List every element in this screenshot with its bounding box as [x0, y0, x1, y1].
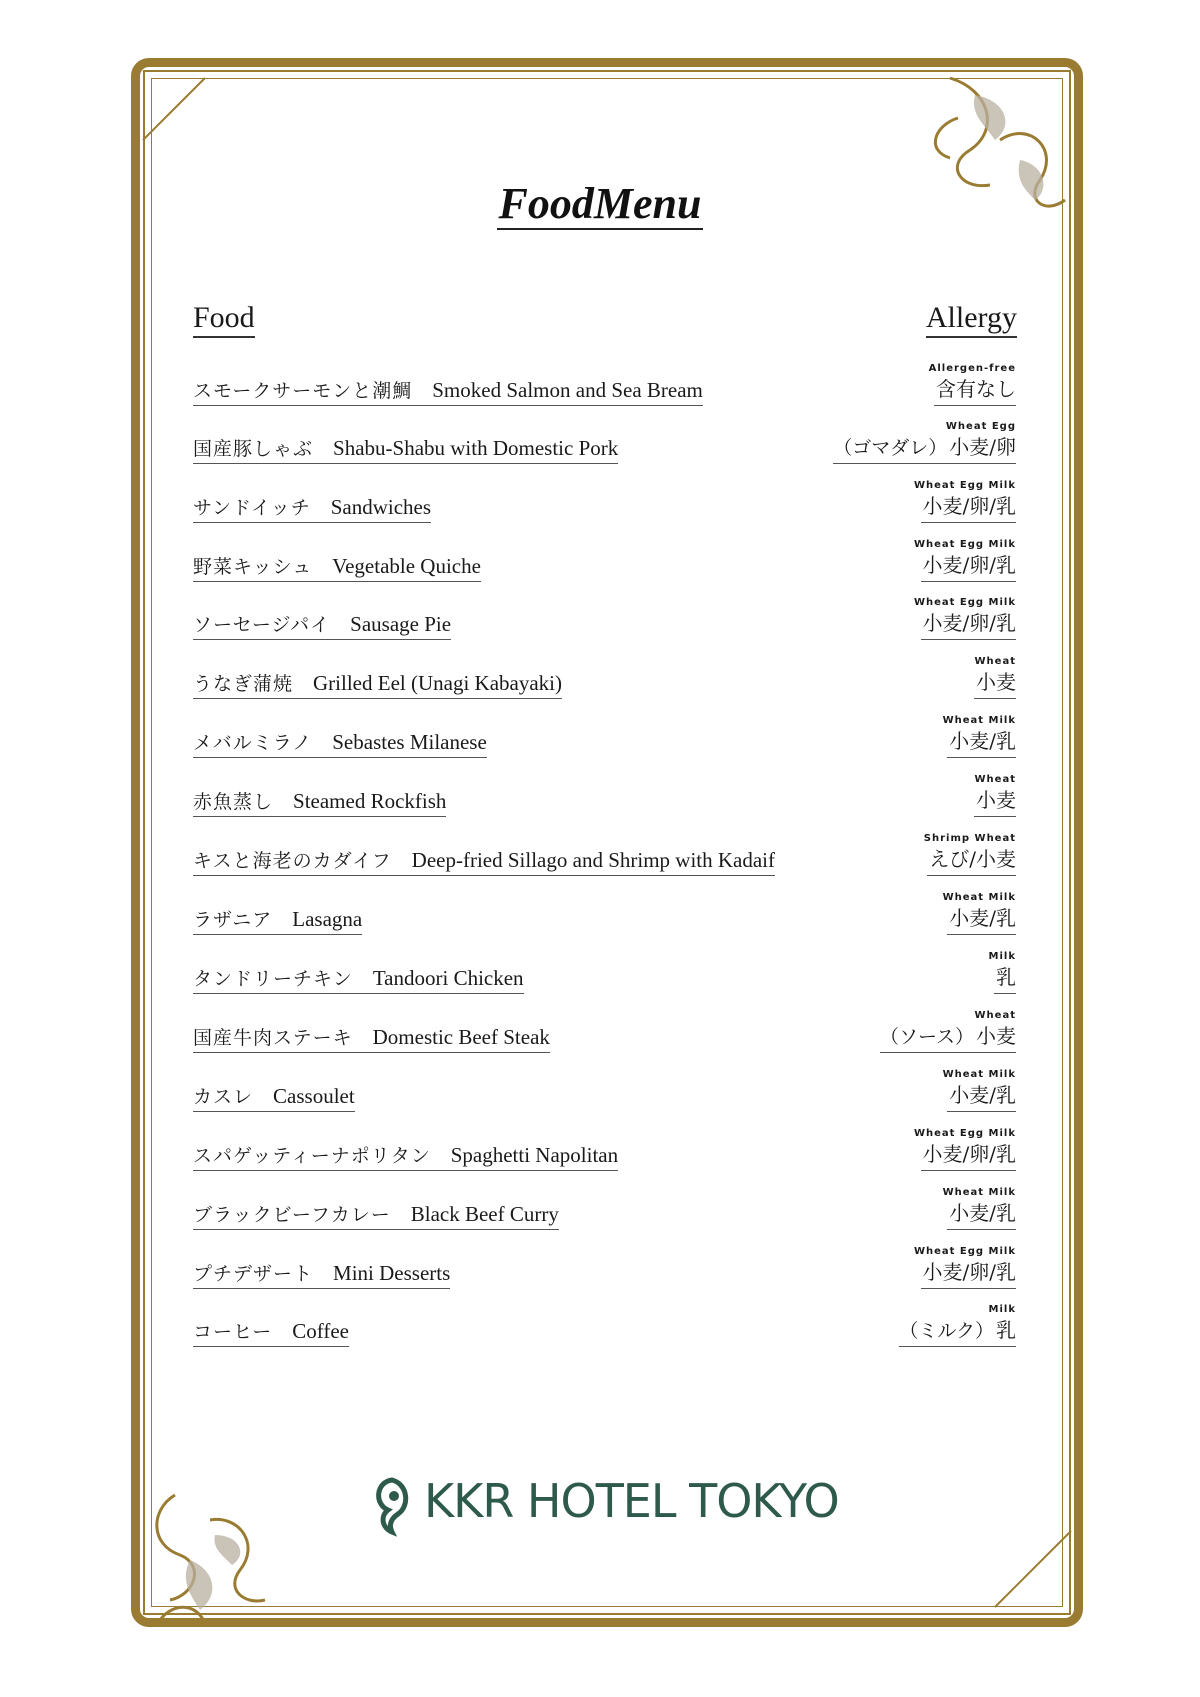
flourish-leaf-bottom-left-icon: [186, 1535, 240, 1610]
allergen-ja: 小麦/卵/乳: [922, 494, 1016, 518]
allergen-ja: 小麦/乳: [949, 1201, 1016, 1225]
dish-name-en: Sausage Pie: [350, 612, 452, 636]
allergen-info: [942, 715, 1016, 758]
allergen-en: Milk: [988, 951, 1016, 962]
page-title: FoodMenu: [498, 179, 702, 228]
dish-name-en: Grilled Eel (Unagi Kabayaki): [313, 671, 563, 695]
allergen-info: [928, 363, 1016, 406]
flourish-bottom-left-icon: [157, 1495, 265, 1625]
allergen-ja: 乳: [996, 965, 1016, 989]
allergen-info: [942, 1069, 1016, 1112]
allergen-en: Wheat Milk: [942, 892, 1016, 903]
dish-name-ja: 赤魚蒸し: [193, 791, 274, 813]
menu-item: [193, 1066, 1016, 1116]
dish-name-en: Smoked Salmon and Sea Bream: [432, 378, 703, 402]
menu-item: [193, 771, 1016, 821]
dish-name-en: Sebastes Milanese: [332, 730, 487, 754]
dish-name-ja: ブラックビーフカレー: [193, 1204, 391, 1226]
dish-name: [193, 1201, 559, 1230]
allergen-ja: 小麦: [976, 670, 1016, 694]
allergen-en: Milk: [988, 1304, 1016, 1315]
allergen-ja: 小麦: [976, 788, 1016, 812]
dish-name-ja: 国産豚しゃぶ: [193, 438, 314, 460]
allergen-ja: 小麦/卵/乳: [922, 1142, 1016, 1166]
menu-item: [193, 712, 1016, 762]
allergen-en: Wheat: [974, 1010, 1016, 1021]
allergen-ja: 小麦/乳: [949, 1083, 1016, 1107]
dish-name: [193, 906, 362, 935]
allergen-ja: 含有なし: [936, 377, 1016, 401]
allergen-note: （ゴマダレ）: [833, 437, 948, 459]
allergen-ja: 小麦/卵/乳: [922, 611, 1016, 635]
hotel-name: KKR HOTEL TOKYO: [424, 1474, 839, 1528]
menu-item: [193, 1243, 1016, 1293]
dish-name-ja: タンドリーチキン: [193, 968, 353, 990]
allergen-info: [974, 774, 1016, 817]
dish-name-ja: スモークサーモンと潮鯛: [193, 380, 413, 402]
dish-name: [193, 435, 618, 464]
dish-name-ja: 野菜キッシュ: [193, 556, 313, 578]
dish-name-en: Steamed Rockfish: [293, 789, 447, 813]
dish-name: [193, 377, 703, 406]
dish-name-ja: キスと海老のカダイフ: [193, 850, 392, 872]
dish-name-en: Mini Desserts: [333, 1261, 451, 1285]
dish-name-en: Vegetable Quiche: [332, 554, 481, 578]
allergen-info: [942, 892, 1016, 935]
dish-name: [193, 553, 481, 582]
dish-name-ja: うなぎ蒲焼: [193, 673, 294, 695]
allergen-info: [899, 1304, 1016, 1347]
allergen-en: Wheat Egg Milk: [913, 539, 1016, 550]
menu-item: [193, 594, 1016, 644]
dish-name-ja: サンドイッチ: [193, 497, 311, 519]
allergen-ja: 乳: [996, 1318, 1016, 1342]
menu-item: [193, 948, 1016, 998]
allergen-info: [923, 833, 1016, 876]
allergen-ja: えび/小麦: [929, 847, 1016, 871]
dish-name: [193, 847, 775, 876]
dish-name: [193, 494, 431, 523]
allergen-info: [913, 480, 1016, 523]
allergen-info: [913, 1128, 1016, 1171]
dish-name: [193, 729, 487, 758]
allergen-info: [833, 421, 1016, 464]
dish-name-en: Coffee: [292, 1319, 350, 1343]
allergen-en: Shrimp Wheat: [923, 833, 1016, 844]
dish-name: [193, 1024, 550, 1053]
dish-name-ja: 国産牛肉ステーキ: [193, 1027, 353, 1049]
corner-line-top-left: [143, 78, 205, 140]
food-column-header: Food: [193, 300, 255, 338]
dish-name-en: Shabu-Shabu with Domestic Pork: [333, 436, 619, 460]
allergen-info: [913, 597, 1016, 640]
allergen-ja: 小麦: [976, 1024, 1016, 1048]
menu-item: [193, 360, 1016, 410]
hotel-leaf-logo-icon: [368, 1470, 416, 1540]
dish-name: [193, 611, 451, 640]
allergen-ja: 小麦/卵/乳: [922, 553, 1016, 577]
allergen-ja: 小麦/卵/乳: [922, 1260, 1016, 1284]
dish-name-ja: プチデザート: [193, 1263, 314, 1285]
hotel-logo: [368, 1470, 848, 1540]
dish-name: [193, 965, 524, 994]
menu-item: [193, 830, 1016, 880]
dish-name-en: Deep-fried Sillago and Shrimp with Kadaif: [411, 848, 775, 872]
dish-name: [193, 788, 446, 817]
menu-item: [193, 1301, 1016, 1351]
allergen-en: Wheat: [974, 774, 1016, 785]
allergen-en: Wheat Egg Milk: [913, 597, 1016, 608]
dish-name: [193, 1083, 355, 1112]
menu-item: [193, 889, 1016, 939]
dish-name-ja: カスレ: [193, 1086, 254, 1108]
menu-item: [193, 536, 1016, 586]
allergen-en: Wheat Egg Milk: [913, 1128, 1016, 1139]
allergen-en: Wheat Milk: [942, 1187, 1016, 1198]
dish-name-ja: スパゲッティーナポリタン: [193, 1145, 431, 1167]
dish-name-ja: ソーセージパイ: [193, 614, 331, 636]
allergen-en: Wheat Milk: [942, 1069, 1016, 1080]
dish-name-ja: メバルミラノ: [193, 732, 313, 754]
allergen-en: Wheat Milk: [942, 715, 1016, 726]
menu-item: [193, 477, 1016, 527]
dish-name-en: Domestic Beef Steak: [372, 1025, 550, 1049]
allergen-ja: 小麦/乳: [949, 906, 1016, 930]
menu-item: [193, 1184, 1016, 1234]
allergen-en: Wheat Egg: [945, 421, 1016, 432]
dish-name: [193, 1142, 618, 1171]
dish-name: [193, 1318, 349, 1347]
dish-name-ja: ラザニア: [193, 909, 273, 931]
allergen-note: （ソース）: [879, 1026, 974, 1048]
allergen-ja: 小麦/乳: [949, 729, 1016, 753]
allergen-info: [988, 951, 1016, 994]
dish-name-en: Black Beef Curry: [410, 1202, 559, 1226]
allergen-en: Wheat: [974, 656, 1016, 667]
allergen-info: [913, 539, 1016, 582]
allergen-info: [974, 656, 1016, 699]
allergen-en: Allergen-free: [928, 363, 1016, 374]
allergen-en: Wheat Egg Milk: [913, 1246, 1016, 1257]
menu-item: [193, 418, 1016, 468]
allergen-ja: 小麦/卵: [949, 435, 1016, 459]
allergen-info: [913, 1246, 1016, 1289]
dish-name: [193, 670, 562, 699]
dish-name-en: Cassoulet: [273, 1084, 355, 1108]
menu-item: [193, 653, 1016, 703]
allergen-en: Wheat Egg Milk: [913, 480, 1016, 491]
allergen-info: [879, 1010, 1016, 1053]
corner-line-bottom-right: [995, 1531, 1071, 1607]
dish-name: [193, 1260, 450, 1289]
allergen-info: [942, 1187, 1016, 1230]
dish-name-ja: コーヒー: [193, 1321, 273, 1343]
dish-name-en: Tandoori Chicken: [372, 966, 524, 990]
menu-item: [193, 1125, 1016, 1175]
allergy-column-header: Allergy: [926, 300, 1017, 338]
menu-item: [193, 1007, 1016, 1057]
dish-name-en: Spaghetti Napolitan: [450, 1143, 619, 1167]
dish-name-en: Sandwiches: [330, 495, 432, 519]
dish-name-en: Lasagna: [292, 907, 363, 931]
allergen-note: （ミルク）: [899, 1320, 994, 1342]
